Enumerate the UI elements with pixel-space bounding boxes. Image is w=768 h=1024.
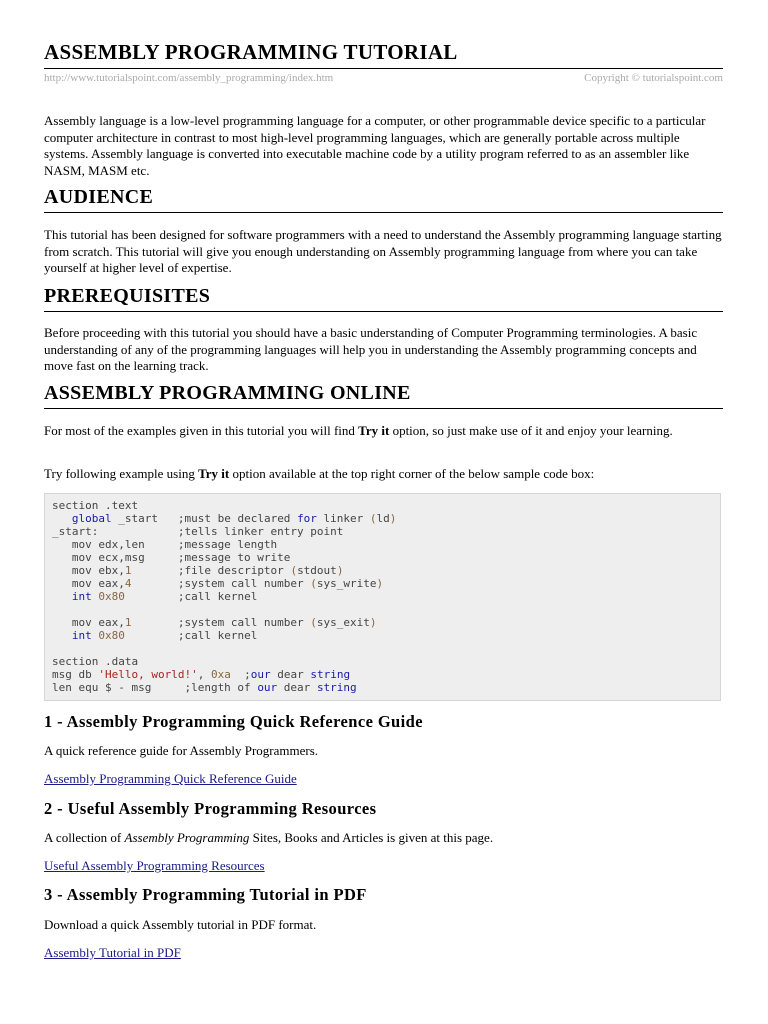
- intro-paragraph: Assembly language is a low-level programming language for a computer, or other programmable device specific to a particular computer architecture in contrast to most high-level programming languages, which are generally portable across multiple systems. Assembly language is converted into executable machine code by a utility program referred to as an assembler like NASM, MASM etc.: [44, 113, 706, 178]
- code-line: int 0x80 ;call kernel: [71, 629, 258, 642]
- online-heading: ASSEMBLY PROGRAMMING ONLINE: [44, 382, 411, 404]
- resource-2-heading: 2 - Useful Assembly Programming Resources: [44, 799, 377, 818]
- page-meta: [44, 72, 723, 84]
- online-paragraph-1: For most of the examples given in this tutorial you will find Try it option, so just make use of it and enjoy your learning.: [44, 423, 673, 438]
- code-line: int 0x80 ;call kernel: [71, 590, 258, 603]
- online-paragraph-2: Try following example using Try it option available at the top right corner of the below sample code box:: [44, 466, 595, 481]
- resource-2-link[interactable]: Useful Assembly Programming Resources: [44, 858, 265, 873]
- code-line: section .data: [52, 655, 139, 668]
- code-line: global _start ;must be declared for linker (ld): [71, 512, 397, 525]
- title-divider: [44, 68, 723, 69]
- page-title: ASSEMBLY PROGRAMMING TUTORIAL: [44, 40, 458, 64]
- code-line: section .text: [52, 499, 139, 512]
- prerequisites-paragraph: Before proceeding with this tutorial you should have a basic understanding of Computer Programming terminologies. A basic understanding of any of the programming languages will help you in understanding the Assembly programming concepts and move fast on the learning track.: [44, 325, 698, 373]
- resource-3-link[interactable]: Assembly Tutorial in PDF: [44, 945, 181, 960]
- audience-divider: [44, 212, 723, 213]
- code-line: mov ecx,msg ;message to write: [52, 551, 291, 564]
- code-line: [52, 642, 713, 655]
- source-url: http://www.tutorialspoint.com/assembly_programming/index.htm: [44, 72, 334, 84]
- online-divider: [44, 408, 723, 409]
- prerequisites-divider: [44, 311, 723, 312]
- try-it-label: Try it: [198, 466, 230, 481]
- prerequisites-heading: PREREQUISITES: [44, 285, 211, 307]
- code-line: _start: ;tells linker entry point: [52, 525, 344, 538]
- copyright-notice: Copyright © tutorialspoint.com: [584, 72, 723, 84]
- resource-1-heading: 1 - Assembly Programming Quick Reference Guide: [44, 712, 423, 731]
- code-line: len equ $ - msg ;length of our dear string: [52, 681, 357, 694]
- code-line: mov eax,4 ;system call number (sys_write): [52, 577, 384, 590]
- code-line: msg db 'Hello, world!', 0xa ;our dear string: [52, 668, 351, 681]
- audience-heading: AUDIENCE: [44, 186, 154, 208]
- code-sample-box: [44, 493, 721, 701]
- resource-3-description: Download a quick Assembly tutorial in PDF format.: [44, 917, 317, 932]
- code-line: mov ebx,1 ;file descriptor (stdout): [52, 564, 344, 577]
- resource-3-heading: 3 - Assembly Programming Tutorial in PDF: [44, 885, 367, 904]
- resource-1-link[interactable]: Assembly Programming Quick Reference Guide: [44, 771, 297, 786]
- resource-1-description: A quick reference guide for Assembly Programmers.: [44, 743, 319, 758]
- resource-2-description: A collection of Assembly Programming Sites, Books and Articles is given at this page.: [44, 830, 494, 845]
- code-line: mov eax,1 ;system call number (sys_exit): [52, 616, 377, 629]
- code-line: mov edx,len ;message length: [52, 538, 278, 551]
- audience-paragraph: This tutorial has been designed for software programmers with a need to understand the Assembly programming language starting from scratch. This tutorial will give you enough understanding on Assembly programming language from where you can take yourself at higher level of expertise.: [44, 227, 722, 275]
- try-it-label: Try it: [358, 423, 390, 438]
- code-line: [52, 603, 713, 616]
